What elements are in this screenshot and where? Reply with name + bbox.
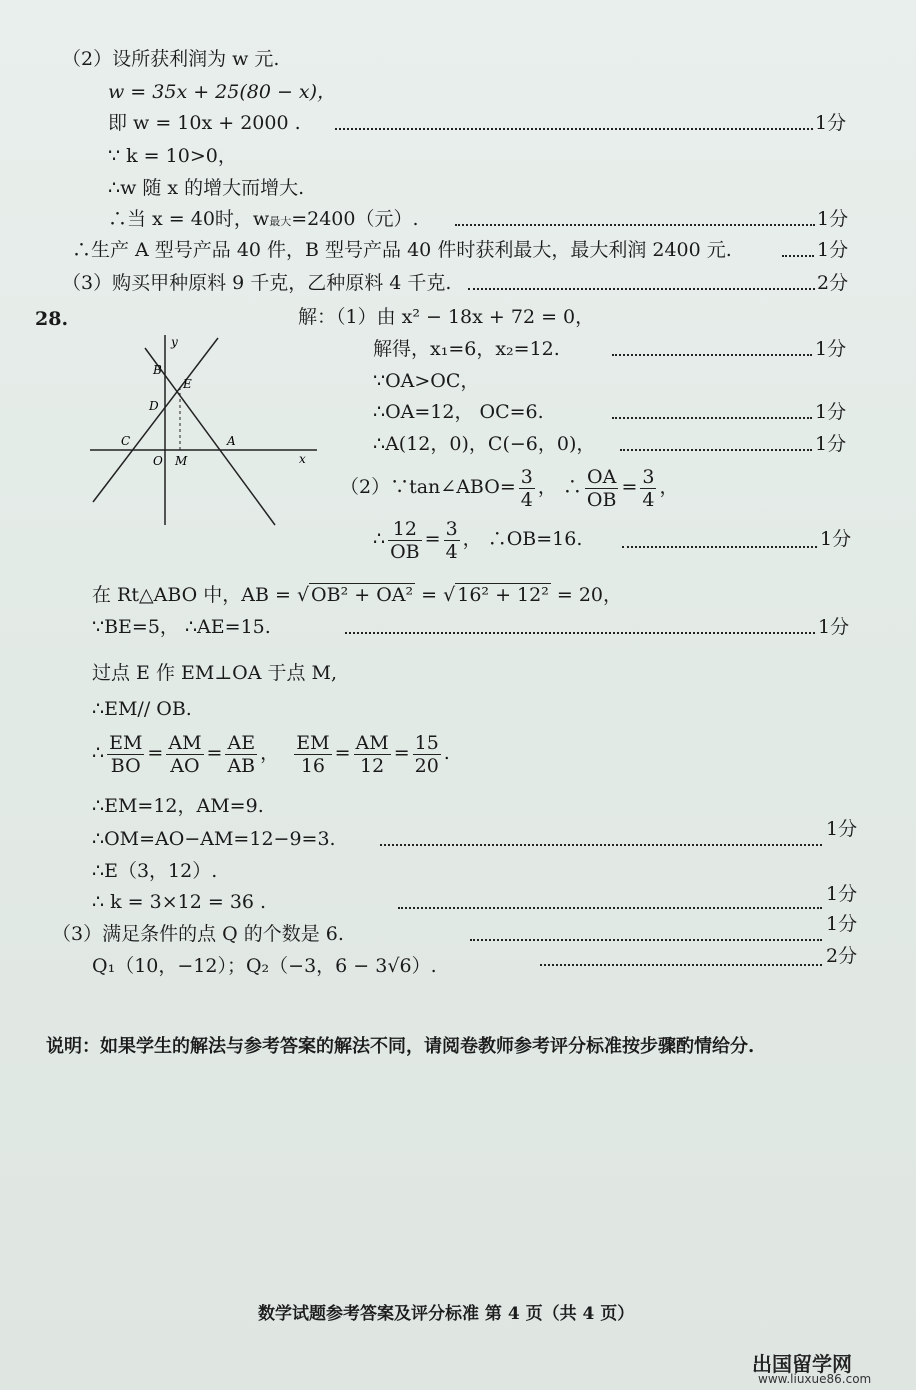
q28-step6: （2）∵tan∠ABO= $\frac{3}{4}$ ， ∴ $\frac{OA}{OB}$ = $\frac{3}{4}$ ，: [340, 465, 679, 511]
score-mark: 1分: [815, 338, 847, 360]
dot-leader: [470, 939, 822, 941]
part2-line5: ∴w 随 x 的增大而增大.: [108, 177, 305, 199]
label-d: D: [149, 399, 159, 413]
score-mark: 1分: [817, 239, 849, 261]
label-e: E: [183, 377, 192, 391]
q28-step12: ∴ $\frac{EM}{BO}$ = $\frac{AM}{AO}$ = $\frac{AE}{AB}$ ， $\frac{EM}{16}$ = $\frac{AM}{12}$ = $\frac{15}{20}$ .: [92, 731, 450, 777]
dot-leader: [612, 354, 812, 356]
part2-line2: w = 35x + 25(80 − x)，: [108, 81, 337, 103]
q28-step4: ∴OA=12， OC=6.: [373, 401, 544, 423]
q28-step2: 解得，x₁=6，x₂=12.: [373, 338, 560, 360]
label-o: O: [153, 454, 163, 468]
dot-leader: [622, 546, 817, 548]
q28-step1: 解：（1）由 x² − 18x + 72 = 0，: [298, 306, 595, 328]
q28-step15: ∴E（3，12）.: [92, 860, 218, 882]
score-mark: 1分: [818, 616, 850, 638]
coordinate-graph: [85, 330, 325, 530]
q28-step14: ∴OM=AO−AM=12−9=3.: [92, 828, 336, 850]
part2-line7: ∴生产 A 型号产品 40 件，B 型号产品 40 件时获利最大，最大利润 2400 元.: [72, 239, 732, 261]
question-number: 28.: [35, 308, 69, 330]
dot-leader: [335, 128, 813, 130]
dot-leader: [455, 224, 815, 226]
score-mark: 1分: [826, 883, 858, 905]
score-mark: 2分: [826, 945, 858, 967]
q28-step17: （3）满足条件的点 Q 的个数是 6.: [52, 923, 344, 945]
dot-leader: [380, 844, 822, 846]
dot-leader: [540, 964, 822, 966]
score-mark: 1分: [815, 112, 847, 134]
q28-step10: 过点 E 作 EM⊥OA 于点 M,: [92, 662, 338, 684]
part2-line4: ∵ k = 10>0，: [108, 145, 237, 167]
dot-leader: [620, 449, 812, 451]
label-b: B: [153, 363, 162, 377]
part2-line1: （2）设所获利润为 w 元.: [62, 48, 280, 70]
q28-step11: ∴EM// OB.: [92, 698, 192, 720]
dot-leader: [345, 632, 815, 634]
grading-note: 说明：如果学生的解法与参考答案的解法不同，请阅卷教师参考评分标准按步骤酌情给分.: [46, 1036, 755, 1057]
watermark-url: www.liuxue86.com: [758, 1372, 872, 1386]
q28-step3: ∵OA>OC，: [373, 370, 480, 392]
dot-leader: [468, 288, 815, 290]
part3-line1: （3）购买甲种原料 9 千克，乙种原料 4 千克.: [62, 272, 452, 294]
dot-leader: [398, 907, 822, 909]
watermark-name: 出国留学网: [752, 1352, 852, 1376]
part2-line6: ∴当 x = 40时，w最大=2400（元）.: [108, 208, 419, 230]
score-mark: 1分: [826, 913, 858, 935]
part2-line3: 即 w = 10x + 2000 .: [108, 112, 301, 134]
label-m: M: [175, 454, 188, 468]
dot-leader: [612, 417, 812, 419]
q28-step13: ∴EM=12，AM=9.: [92, 795, 264, 817]
score-mark: 1分: [817, 208, 849, 230]
page-footer: 数学试题参考答案及评分标准 第 4 页（共 4 页）: [258, 1304, 635, 1324]
q28-step9: ∵BE=5， ∴AE=15.: [92, 616, 271, 638]
score-mark: 1分: [820, 528, 852, 550]
score-mark: 1分: [826, 818, 858, 840]
label-y: y: [171, 335, 178, 349]
q28-step8: 在 Rt△ABO 中，AB = √ OB² + OA² = √ 16² + 12² = 20，: [92, 584, 623, 606]
q28-step5: ∴A(12，0)，C(−6，0)，: [373, 433, 596, 455]
score-mark: 2分: [817, 272, 849, 294]
q28-step7: ∴ $\frac{12}{OB}$ = $\frac{3}{4}$ ， ∴OB=16.: [373, 517, 583, 563]
q28-step18: Q₁（10，−12）；Q₂（−3，6 − 3√6）.: [92, 955, 437, 977]
label-c: C: [121, 434, 131, 448]
label-a: A: [227, 434, 236, 448]
label-x: x: [299, 452, 306, 466]
q28-step16: ∴ k = 3×12 = 36 .: [92, 891, 267, 913]
score-mark: 1分: [815, 433, 847, 455]
dot-leader: [782, 255, 814, 257]
score-mark: 1分: [815, 401, 847, 423]
